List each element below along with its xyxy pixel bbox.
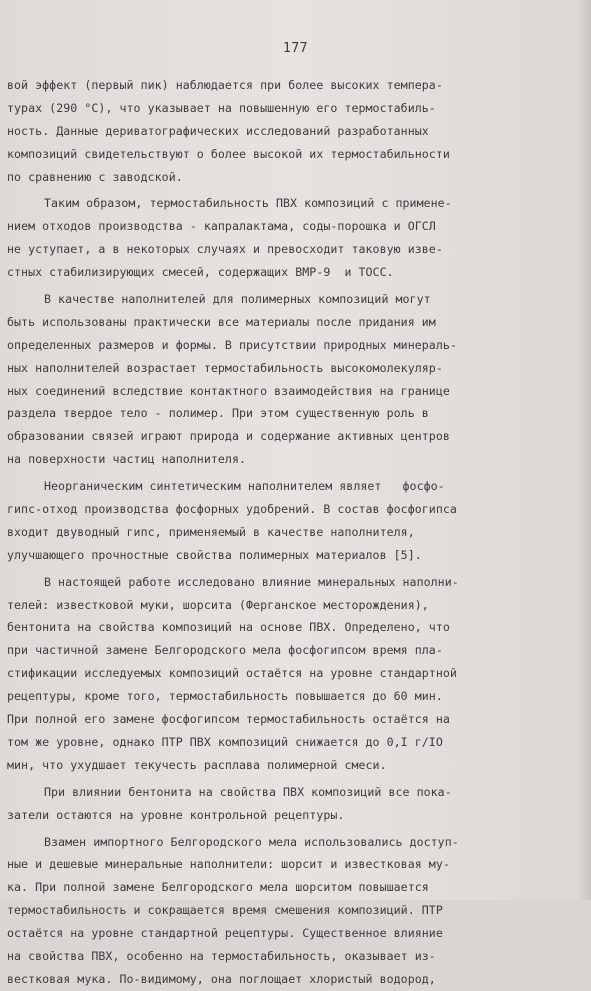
paragraph <box>0 831 591 991</box>
text-line: том же уровне, однако ПТР ПВХ композиций снижается до 0,I г/IO <box>7 734 443 749</box>
text-line: При влиянии бентонита на свойства ПВХ композиций все пока- <box>44 784 452 799</box>
text-line: При полной его замене фосфогипсом термостабильность остаётся на <box>7 712 450 727</box>
text-line: не уступает, а в некоторых случаях и превосходит таковую изве- <box>7 242 443 257</box>
text-line: композиций свидетельствуют о более высокой их термостабильности <box>7 146 450 161</box>
text-line: нием отходов производства - капралактама, соды-порошка и ОГСЛ <box>7 219 436 234</box>
text-line: термостабильность и сокращается время смешения композиций. ПТР <box>7 903 443 918</box>
text-line: стификации исследуемых композиций остаётся на уровне стандартной <box>7 666 457 681</box>
text-line: ка. При полной замене Белгородского мела шорситом повышается <box>7 880 429 895</box>
text-line: при частичной замене Белгородского мела фосфогипсом время пла- <box>7 643 443 658</box>
text-line: вестковая мука. По-видимому, она поглощает хлористый водород, <box>7 971 436 986</box>
text-line: остаётся на уровне стандартной рецептуры. Существенное влияние <box>7 926 443 941</box>
text-line: бентонита на свойства композиций на основе ПВХ. Определено, что <box>7 620 450 635</box>
text-line: ных наполнителей возрастает термостабильность высокомолекуляр- <box>7 360 443 375</box>
text-line: ные и дешевые минеральные наполнители: шорсит и известковая му- <box>7 857 450 872</box>
text-line: ность. Данные дериватографических исследований разработанных <box>7 123 429 138</box>
text-line: Неорганическим синтетическим наполнителем являет фосфо- <box>44 479 445 494</box>
text-line: улучшающего прочностные свойства полимерных материалов [5]. <box>7 547 422 562</box>
text-line: быть использованы практически все материалы после придания им <box>7 314 436 329</box>
text-line: определенных размеров и формы. В присутствии природных минераль- <box>7 337 457 352</box>
text-line: образовании связей играют природа и содержание активных центров <box>7 429 450 444</box>
page-number: 177 <box>283 41 308 56</box>
text-line: рецептуры, кроме того, термостабильность повышается до 60 мин. <box>7 689 443 704</box>
text-line: турах (290 °С), что указывает на повышенную его термостабиль- <box>7 100 436 115</box>
text-line: на свойства ПВХ, особенно на термостабильность, оказывает из- <box>7 948 436 963</box>
text-line: затели остаются на уровне контрольной рецептуры. <box>7 807 345 822</box>
paragraph <box>0 74 591 188</box>
text-line: телей: известковой муки, шорсита (Ферганское месторождения), <box>7 597 429 612</box>
text-line: Таким образом, термостабильность ПВХ композиций с примене- <box>44 196 452 211</box>
text-line: мин, что ухудшает текучесть расплава полимерной смеси. <box>7 757 387 772</box>
paragraph <box>0 781 591 827</box>
text-line: на поверхности частиц наполнителя. <box>7 452 247 467</box>
text-line: В настоящей работе исследовано влияние минеральных наполни- <box>44 574 459 589</box>
body-text <box>0 74 591 991</box>
text-line: гипс-отход производства фосфорных удобрений. В состав фосфогипса <box>7 502 457 517</box>
paragraph <box>0 571 591 777</box>
text-line: раздела твердое тело - полимер. При этом существенную роль в <box>7 406 429 421</box>
text-line: Взамен импортного Белгородского мела использовались доступ- <box>44 834 459 849</box>
text-line: вой эффект (первый пик) наблюдается при более высоких темпера- <box>7 78 443 92</box>
text-line: стных стабилизирующих смесей, содержащих ВМР-9 и ТОСС. <box>7 265 394 280</box>
text-line: В качестве наполнителей для полимерных композиций могут <box>44 292 431 307</box>
paragraph <box>0 475 591 567</box>
text-line: ных соединений вследствие контактного взаимодействия на границе <box>7 383 450 398</box>
text-line: по сравнению с заводской. <box>7 169 183 184</box>
paragraph <box>0 192 591 284</box>
paragraph <box>0 288 591 471</box>
text-line: входит двуводный гипс, применяемый в качестве наполнителя, <box>7 524 415 539</box>
